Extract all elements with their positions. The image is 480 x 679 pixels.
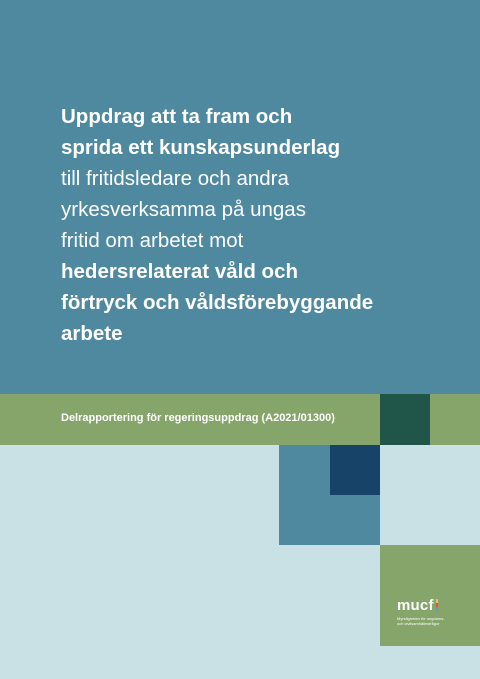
logo-color-bar-icon	[436, 599, 438, 611]
title-line: förtryck och våldsförebyggande	[61, 291, 374, 314]
title-line: fritid om arbetet mot	[61, 229, 244, 252]
title-line: Uppdrag att ta fram och	[61, 105, 293, 128]
title-line: yrkesverksamma på ungas	[61, 198, 306, 221]
title-line: till fritidsledare och andra	[61, 167, 289, 190]
logo-wordmark: mucf	[397, 597, 434, 614]
logo-tagline-line: och civilsamhällesfrågor	[397, 621, 440, 626]
logo-square	[380, 545, 480, 646]
report-subtitle: Delrapportering för regeringsuppdrag (A2021/01300)	[61, 412, 335, 424]
logo-tagline	[397, 616, 457, 626]
report-title	[61, 101, 441, 349]
logo-tagline-line: Myndigheten för ungdoms-	[397, 616, 445, 621]
mucf-logo	[397, 597, 457, 626]
decorative-square-dark-green	[380, 394, 430, 445]
title-line: hedersrelaterat våld och	[61, 260, 298, 283]
decorative-square-navy	[330, 445, 380, 495]
title-line: arbete	[61, 322, 123, 345]
title-line: sprida ett kunskapsunderlag	[61, 136, 341, 159]
